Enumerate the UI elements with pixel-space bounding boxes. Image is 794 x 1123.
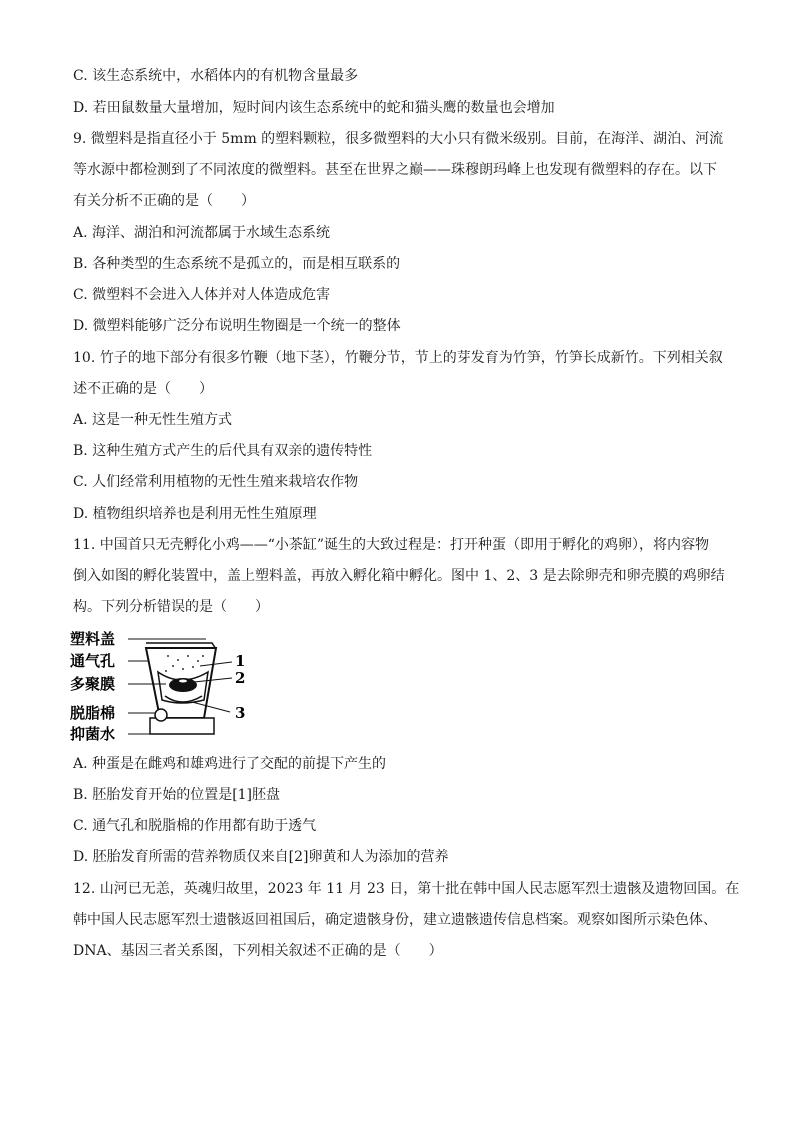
- question-12-text: 12. 山河已无恙，英魂归故里，2023 年 11 月 23 日，第十批在韩中国人民志愿军烈士遗骸及遗物回国。在: [73, 881, 740, 897]
- option-b: B. 胚胎发育开始的位置是[1]胚盘: [73, 787, 281, 803]
- membrane-label: 多聚膜: [70, 675, 116, 693]
- vent-label: 通气孔: [70, 652, 116, 670]
- lid-label: 塑料盖: [70, 630, 116, 648]
- incubation-device-figure: [70, 626, 270, 744]
- text-line: 有关分析不正确的是（ ）: [73, 193, 255, 209]
- text-line: D. 若田鼠数量大量增加，短时间内该生态系统中的蛇和猫头鹰的数量也会增加: [73, 100, 555, 116]
- text-line: 述不正确的是（ ）: [73, 381, 213, 397]
- option-a: A. 海洋、湖泊和河流都属于水域生态系统: [73, 225, 331, 241]
- option-b: B. 这种生殖方式产生的后代具有双亲的遗传特性: [73, 443, 373, 459]
- question-9-text: 9. 微塑料是指直径小于 5mm 的塑料颗粒，很多微塑料的大小只有微米级别。目前，在海洋、湖泊、河流: [73, 131, 724, 147]
- water-label: 抑菌水: [70, 725, 116, 743]
- option-b: B. 各种类型的生态系统不是孤立的，而是相互联系的: [73, 256, 401, 272]
- label-2: 2: [235, 669, 246, 687]
- option-c: C. 微塑料不会进入人体并对人体造成危害: [73, 287, 331, 303]
- question-11-text: 11. 中国首只无壳孵化小鸡——“小茶缸”诞生的大致过程是：打开种蛋（即用于孵化的鸡卵），将内容物: [73, 537, 710, 553]
- cotton-label: 脱脂棉: [70, 704, 116, 722]
- option-c: C. 人们经常利用植物的无性生殖来栽培农作物: [73, 474, 359, 490]
- option-d: D. 微塑料能够广泛分布说明生物圈是一个统一的整体: [73, 318, 401, 334]
- text-line: DNA、基因三者关系图，下列相关叙述不正确的是（ ）: [73, 943, 443, 959]
- option-a: A. 种蛋是在雌鸡和雄鸡进行了交配的前提下产生的: [73, 756, 387, 772]
- text-line: 等水源中都检测到了不同浓度的微塑料。甚至在世界之巅——珠穆朗玛峰上也发现有微塑料的存在。以下: [73, 162, 717, 178]
- text-line: 构。下列分析错误的是（ ）: [73, 599, 269, 615]
- text-line: C. 该生态系统中，水稻体内的有机物含量最多: [73, 68, 359, 84]
- option-a: A. 这是一种无性生殖方式: [73, 412, 233, 428]
- label-1: 1: [235, 652, 246, 670]
- question-10-text: 10. 竹子的地下部分有很多竹鞭（地下茎），竹鞭分节，节上的芽发育为竹笋，竹笋长成新竹。下列相关叙: [73, 350, 723, 366]
- option-d: D. 胚胎发育所需的营养物质仅来自[2]卵黄和人为添加的营养: [73, 849, 449, 865]
- text-line: 倒入如图的孵化装置中，盖上塑料盖，再放入孵化箱中孵化。图中 1、2、3 是去除卵壳和卵壳膜的鸡卵结: [73, 568, 725, 584]
- text-line: 韩中国人民志愿军烈士遗骸返回祖国后，确定遗骸身份，建立遗骸遗传信息档案。观察如图所示染色体、: [73, 912, 717, 928]
- label-3: 3: [235, 704, 246, 722]
- option-d: D. 植物组织培养也是利用无性生殖原理: [73, 506, 317, 522]
- option-c: C. 通气孔和脱脂棉的作用都有助于透气: [73, 818, 317, 834]
- cotton-ball: [155, 709, 167, 721]
